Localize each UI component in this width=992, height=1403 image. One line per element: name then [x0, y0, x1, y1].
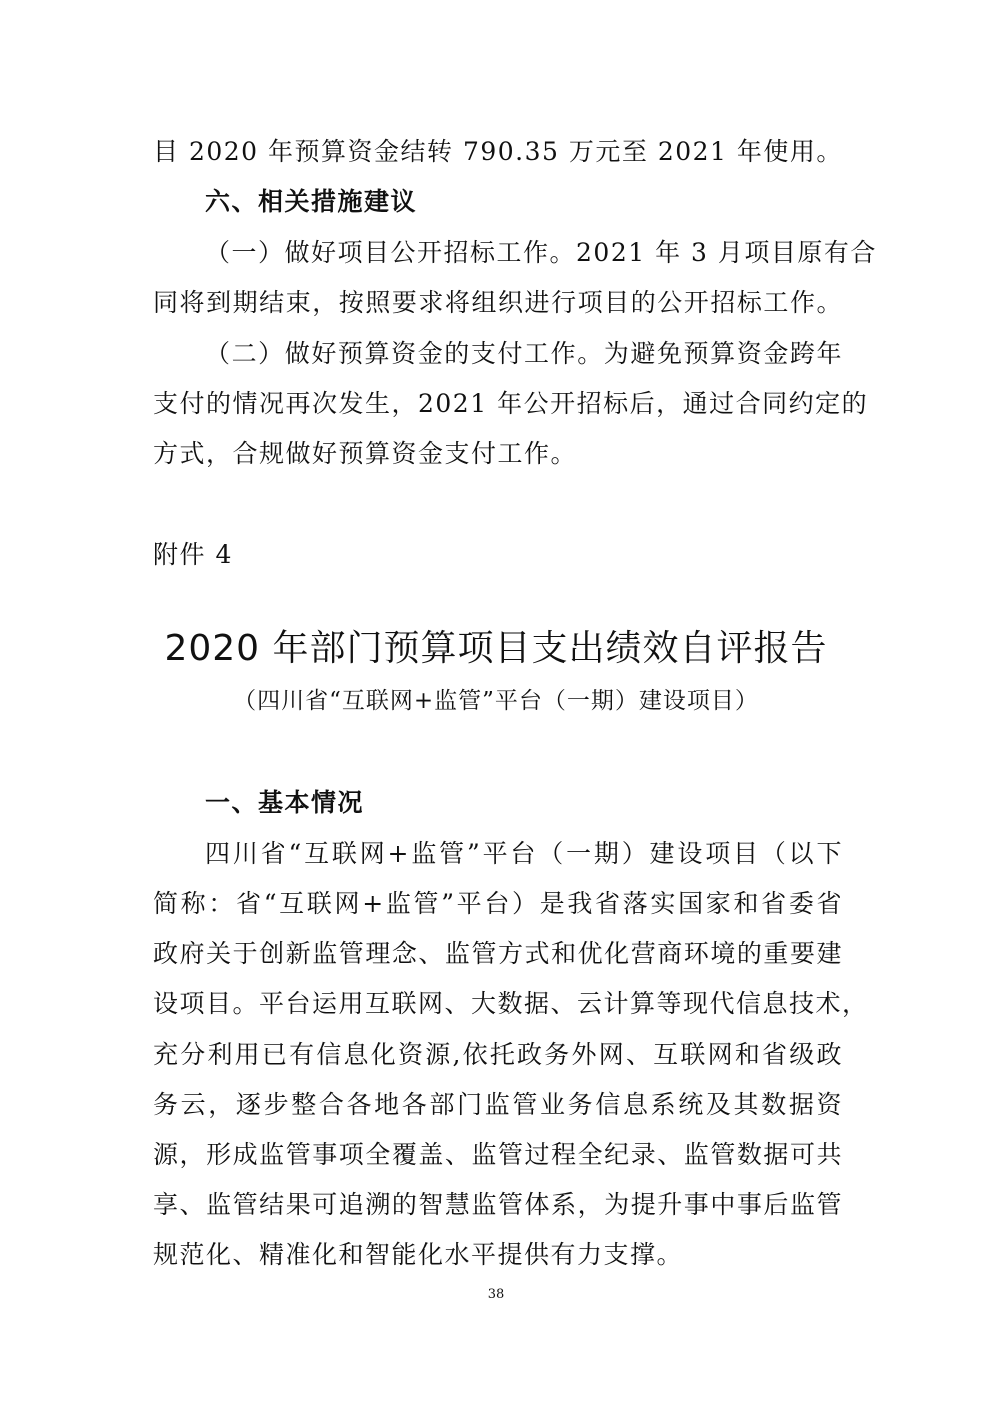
basic-info-line-6: 务云，逐步整合各地各部门监管业务信息系统及其数据资 [153, 1090, 843, 1119]
basic-info-line-2: 简称：省“互联网+监管”平台）是我省落实国家和省委省 [153, 889, 843, 918]
report-subtitle: （四川省“互联网+监管”平台（一期）建设项目） [233, 688, 759, 714]
basic-info-line-8: 享、监管结果可追溯的智慧监管体系，为提升事中事后监管 [153, 1190, 843, 1219]
basic-info-line-4: 设项目。平台运用互联网、大数据、云计算等现代信息技术， [153, 989, 869, 1018]
section-heading-basic-info: 一、基本情况 [205, 788, 365, 817]
measure-1-line-1: （一）做好项目公开招标工作。2021 年 3 月项目原有合 [205, 238, 877, 267]
attachment-label: 附件 4 [153, 540, 233, 569]
basic-info-line-3: 政府关于创新监管理念、监管方式和优化营商环境的重要建 [153, 939, 843, 968]
measure-2-line-3: 方式，合规做好预算资金支付工作。 [153, 439, 578, 468]
report-title: 2020 年部门预算项目支出绩效自评报告 [164, 628, 828, 669]
carryover-text-line: 目 2020 年预算资金结转 790.35 万元至 2021 年使用。 [153, 137, 843, 166]
basic-info-line-9: 规范化、精准化和智能化水平提供有力支撑。 [153, 1240, 684, 1269]
page-number: 38 [487, 1287, 505, 1302]
measure-1-line-2: 同将到期结束，按照要求将组织进行项目的公开招标工作。 [153, 288, 843, 317]
section-heading-measures: 六、相关措施建议 [205, 187, 418, 216]
measure-2-line-2: 支付的情况再次发生，2021 年公开招标后，通过合同约定的 [153, 389, 869, 418]
basic-info-line-1: 四川省“互联网+监管”平台（一期）建设项目（以下 [205, 839, 843, 868]
basic-info-line-5: 充分利用已有信息化资源,依托政务外网、互联网和省级政 [153, 1040, 843, 1069]
measure-2-line-1: （二）做好预算资金的支付工作。为避免预算资金跨年 [205, 339, 843, 368]
basic-info-line-7: 源，形成监管事项全覆盖、监管过程全纪录、监管数据可共 [153, 1140, 843, 1169]
